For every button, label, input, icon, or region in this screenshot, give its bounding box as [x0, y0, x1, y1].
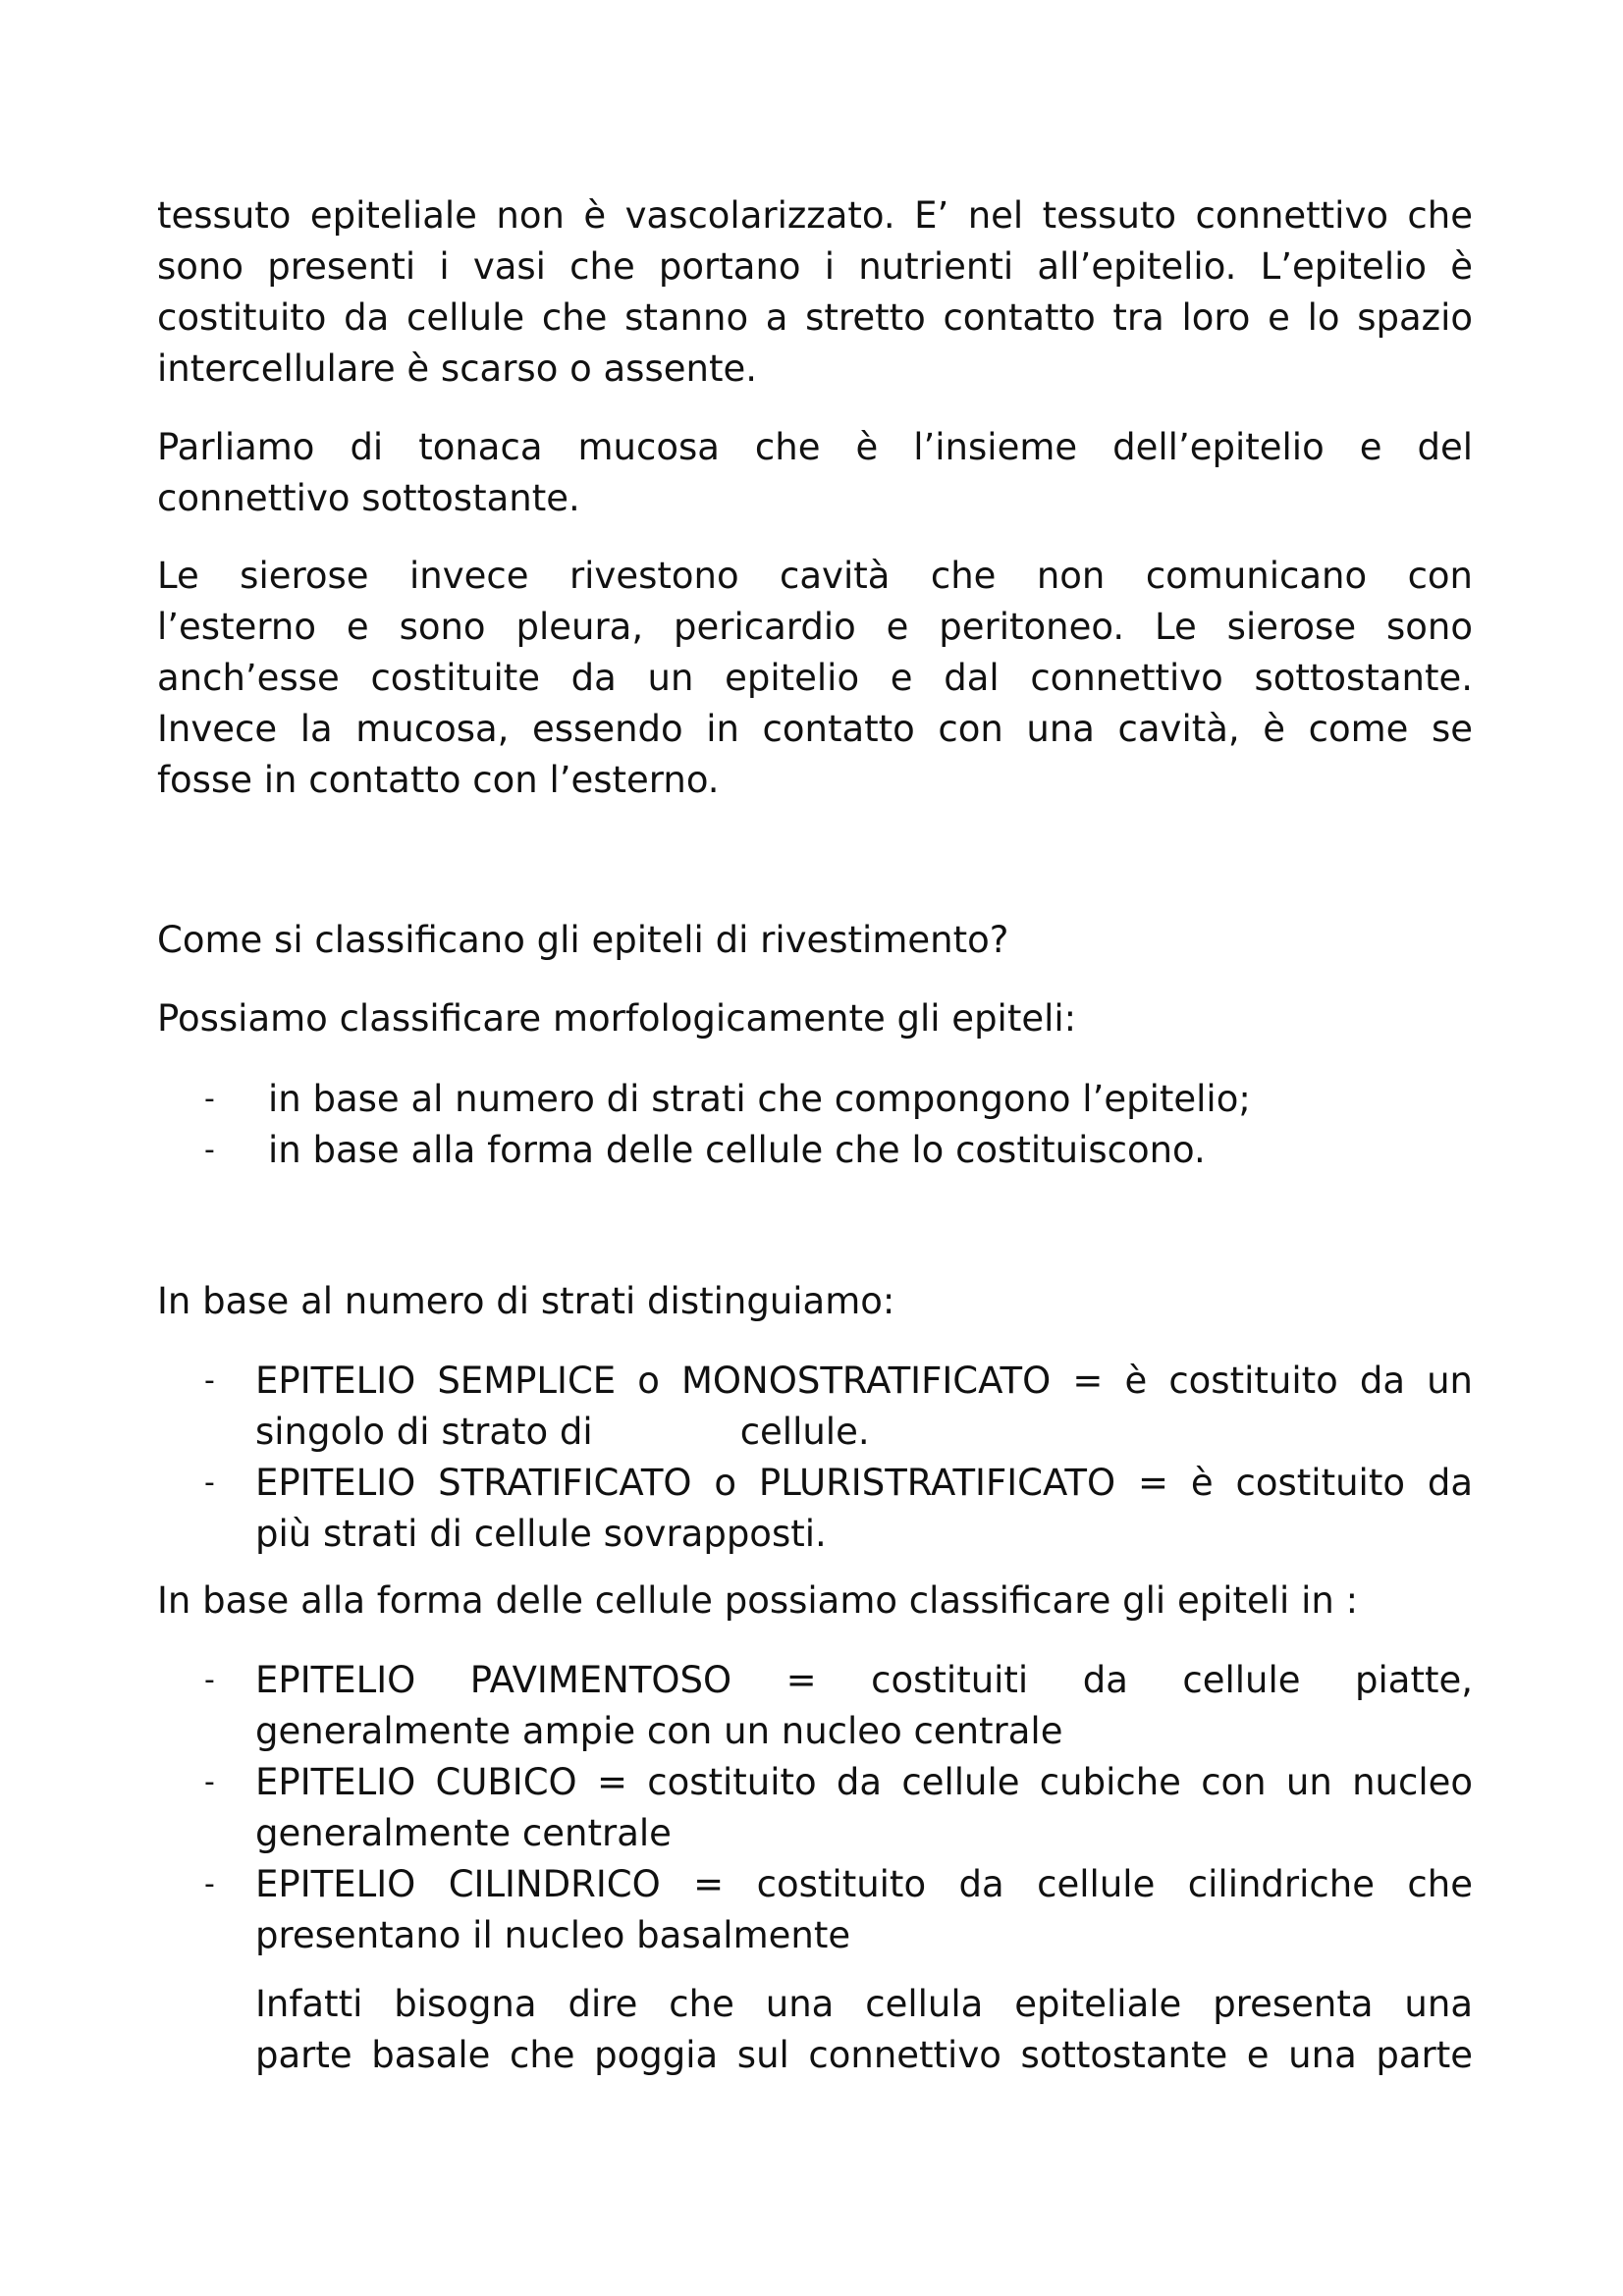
- bullet-dash: -: [204, 1663, 215, 1697]
- question-heading: [157, 915, 1473, 966]
- list-item-fragment: singolo di strato di: [255, 1411, 593, 1453]
- list-item-line: generalmente centrale: [255, 1812, 672, 1854]
- question-text: Come si classificano gli epiteli di rivestimento?: [157, 919, 1009, 961]
- paragraph-tonaca-mucosa: [157, 422, 1473, 524]
- list-item-body: [255, 1757, 1473, 1859]
- list-item-fragment: cellule.: [739, 1411, 870, 1453]
- list-item-text: in base alla forma delle cellule che lo costituiscono.: [268, 1129, 1206, 1171]
- list-item: [157, 1859, 1473, 1961]
- shape-heading: [157, 1575, 1473, 1627]
- strata-list: [157, 1356, 1473, 1560]
- text-line: anch’esse costituite da un epitelio e dal connettivo sottostante.: [157, 657, 1473, 699]
- list-item-body: [255, 1458, 1473, 1560]
- bullet-dash: -: [204, 1466, 215, 1500]
- text-line: parte basale che poggia sul connettivo sottostante e una parte: [255, 2034, 1473, 2076]
- list-item-line: più strati di cellule sovrapposti.: [255, 1513, 827, 1555]
- list-item: [157, 1356, 1473, 1458]
- list-item: [157, 1655, 1473, 1757]
- list-item-line: generalmente ampie con un nucleo centrale: [255, 1710, 1063, 1752]
- text-line: fosse in contatto con l’esterno.: [157, 759, 720, 801]
- text-line: Parliamo di tonaca mucosa che è l’insieme dell’epitelio e del: [157, 426, 1473, 468]
- list-item-body: [255, 1655, 1473, 1757]
- list-item-line: EPITELIO CILINDRICO = costituito da cellule cilindriche che: [255, 1863, 1473, 1905]
- morphology-list: [157, 1074, 1473, 1176]
- list-item-line: presentano il nucleo basalmente: [255, 1914, 851, 1956]
- list-item-line: EPITELIO CUBICO = costituito da cellule cubiche con un nucleo: [255, 1761, 1473, 1803]
- intro-morphology: [157, 993, 1473, 1044]
- bullet-dash: -: [204, 1133, 215, 1167]
- list-item: [157, 1458, 1473, 1560]
- list-item-text: in base al numero di strati che compongono l’epitelio;: [268, 1078, 1251, 1120]
- shape-list: [157, 1655, 1473, 1961]
- text-line: costituito da cellule che stanno a stretto contatto tra loro e lo spazio: [157, 296, 1473, 339]
- heading-text: In base al numero di strati distinguiamo:: [157, 1280, 895, 1322]
- text-line: sono presenti i vasi che portano i nutrienti all’epitelio. L’epitelio è: [157, 245, 1473, 288]
- list-item-line: [255, 1407, 1473, 1458]
- list-item-line: EPITELIO PAVIMENTOSO = costituiti da cellule piatte,: [255, 1659, 1473, 1701]
- bullet-dash: -: [204, 1765, 215, 1799]
- strata-heading: [157, 1276, 1473, 1327]
- text-line: Le sierose invece rivestono cavità che non comunicano con: [157, 555, 1473, 597]
- list-item: [157, 1125, 1473, 1176]
- text-line: intercellulare è scarso o assente.: [157, 347, 757, 390]
- paragraph-sierose: [157, 551, 1473, 806]
- text-line: l’esterno e sono pleura, pericardio e peritoneo. Le sierose sono: [157, 606, 1473, 648]
- bullet-dash: -: [204, 1363, 215, 1398]
- list-item-line: EPITELIO STRATIFICATO o PLURISTRATIFICATO = è costituito da: [255, 1462, 1473, 1504]
- bullet-dash: -: [204, 1867, 215, 1901]
- closing-paragraph: [255, 1979, 1473, 2081]
- text-line: Invece la mucosa, essendo in contatto con una cavità, è come se: [157, 708, 1473, 750]
- paragraph-vascularization: [157, 190, 1473, 395]
- text-line: tessuto epiteliale non è vascolarizzato. E’ nel tessuto connettivo che: [157, 194, 1473, 237]
- list-item: [157, 1757, 1473, 1859]
- heading-text: In base alla forma delle cellule possiamo classificare gli epiteli in :: [157, 1579, 1359, 1622]
- text-line: Infatti bisogna dire che una cellula epiteliale presenta una: [255, 1983, 1473, 2025]
- list-item-line: EPITELIO SEMPLICE o MONOSTRATIFICATO = è costituito da un: [255, 1360, 1473, 1402]
- text-line: connettivo sottostante.: [157, 477, 580, 519]
- intro-text: Possiamo classificare morfologicamente gli epiteli:: [157, 997, 1077, 1040]
- list-item: [157, 1074, 1473, 1125]
- list-item-body: [255, 1859, 1473, 1961]
- bullet-dash: -: [204, 1082, 215, 1116]
- list-item-body: [255, 1356, 1473, 1458]
